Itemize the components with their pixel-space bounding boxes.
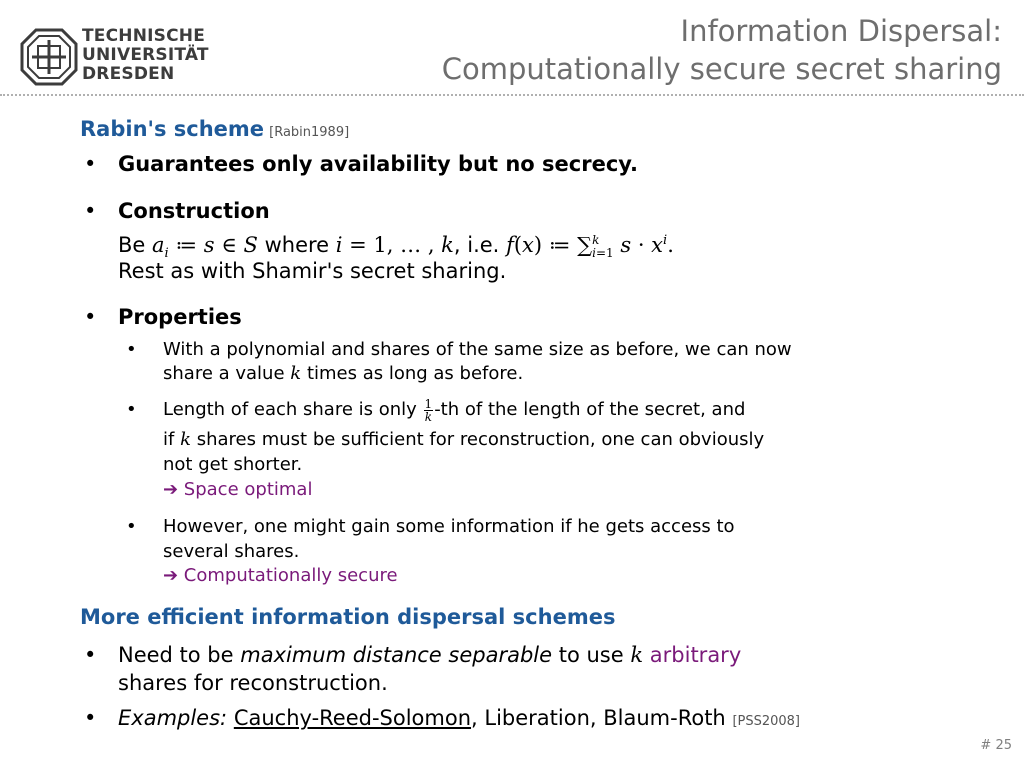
citation: [Rabin1989]	[269, 125, 350, 140]
mds-mid: to use	[558, 643, 624, 667]
property-1-line-2	[163, 361, 523, 386]
bullet-marker: •	[84, 152, 97, 176]
sub-bullet-marker: •	[126, 399, 137, 420]
bullet-marker: •	[84, 706, 97, 730]
formula-range: i = 1, … , k	[335, 233, 454, 257]
title-line-2: Computationally secure secret sharing	[441, 52, 1002, 86]
p2b-pre: if	[163, 429, 175, 450]
tu-logo-emblem-icon	[18, 26, 80, 88]
title-line-1: Information Dispersal:	[680, 14, 1002, 48]
p2-pre: Length of each share is only	[163, 399, 417, 420]
construction-where: where	[264, 233, 330, 257]
formula-def: ≔	[175, 233, 198, 257]
properties-heading: Properties	[118, 305, 242, 329]
logo-line-3: DRESDEN	[82, 64, 175, 84]
p2b-post: shares must be sufficient for reconstruction, one can obviously	[196, 429, 765, 450]
formula-ai: $a_i$	[152, 233, 169, 262]
property-1-line-1: With a polynomial and shares of the same size as before, we can now	[163, 339, 792, 360]
construction-ie: , i.e.	[453, 233, 500, 257]
p1-pre: share a value	[163, 363, 285, 384]
sub-bullet-marker: •	[126, 516, 137, 537]
examples-line	[118, 704, 800, 736]
formula-k: k	[180, 429, 191, 450]
property-2-line-1	[163, 397, 745, 423]
formula-S: S	[243, 233, 258, 257]
formula-k: k	[630, 643, 644, 667]
property-3-line-1: However, one might gain some information if he gets access to	[163, 516, 735, 537]
university-name	[82, 27, 209, 84]
logo-line-2: UNIVERSITÄT	[82, 45, 209, 65]
mds-italic: maximum distance separable	[240, 643, 553, 667]
fraction-one-over-k: $\frac{1}{k}$	[424, 396, 433, 424]
property-2-line-2	[163, 427, 764, 452]
bullet-marker: •	[84, 199, 97, 223]
citation: [PSS2008]	[732, 714, 801, 729]
examples-label: Examples:	[118, 706, 228, 730]
formula-sum: f(x) ≔ ∑k i=1 $s \cdot x^i$.	[506, 232, 674, 260]
mds-line-2: shares for reconstruction.	[118, 671, 388, 695]
section-efficient-heading: More efficient information dispersal schemes	[80, 605, 616, 629]
property-2-line-3: not get shorter.	[163, 454, 303, 475]
mds-pre: Need to be	[118, 643, 234, 667]
mds-line-1	[118, 641, 741, 669]
construction-be: Be	[118, 233, 146, 257]
bullet-marker: •	[84, 643, 97, 667]
section-heading-text: Rabin's scheme	[80, 117, 265, 141]
logo-line-1: TECHNISCHE	[82, 26, 206, 46]
p2-post: -th of the length of the secret, and	[434, 399, 746, 420]
property-3-line-2: several shares.	[163, 541, 300, 562]
p1-post: times as long as before.	[306, 363, 524, 384]
section-rabin-heading	[80, 117, 349, 141]
header-divider	[0, 94, 1024, 96]
construction-heading: Construction	[118, 199, 270, 223]
sub-bullet-marker: •	[126, 339, 137, 360]
examples-rest: , Liberation, Blaum-Roth	[471, 706, 726, 730]
computationally-secure-note: ➔ Computationally secure	[163, 565, 398, 586]
space-optimal-note: ➔ Space optimal	[163, 479, 313, 500]
tu-dresden-logo	[18, 26, 80, 88]
page-number: # 25	[980, 738, 1012, 753]
arbitrary-word: arbitrary	[649, 643, 742, 667]
formula-s: s	[203, 233, 215, 257]
bullet-availability: Guarantees only availability but no secrecy.	[118, 152, 639, 176]
formula-in: ∈	[221, 233, 237, 257]
cauchy-reed-solomon-link[interactable]: Cauchy-Reed-Solomon	[233, 706, 472, 730]
construction-rest: Rest as with Shamir's secret sharing.	[118, 259, 507, 283]
formula-k: k	[290, 363, 302, 384]
bullet-marker: •	[84, 305, 97, 329]
slide-title	[442, 12, 1002, 88]
